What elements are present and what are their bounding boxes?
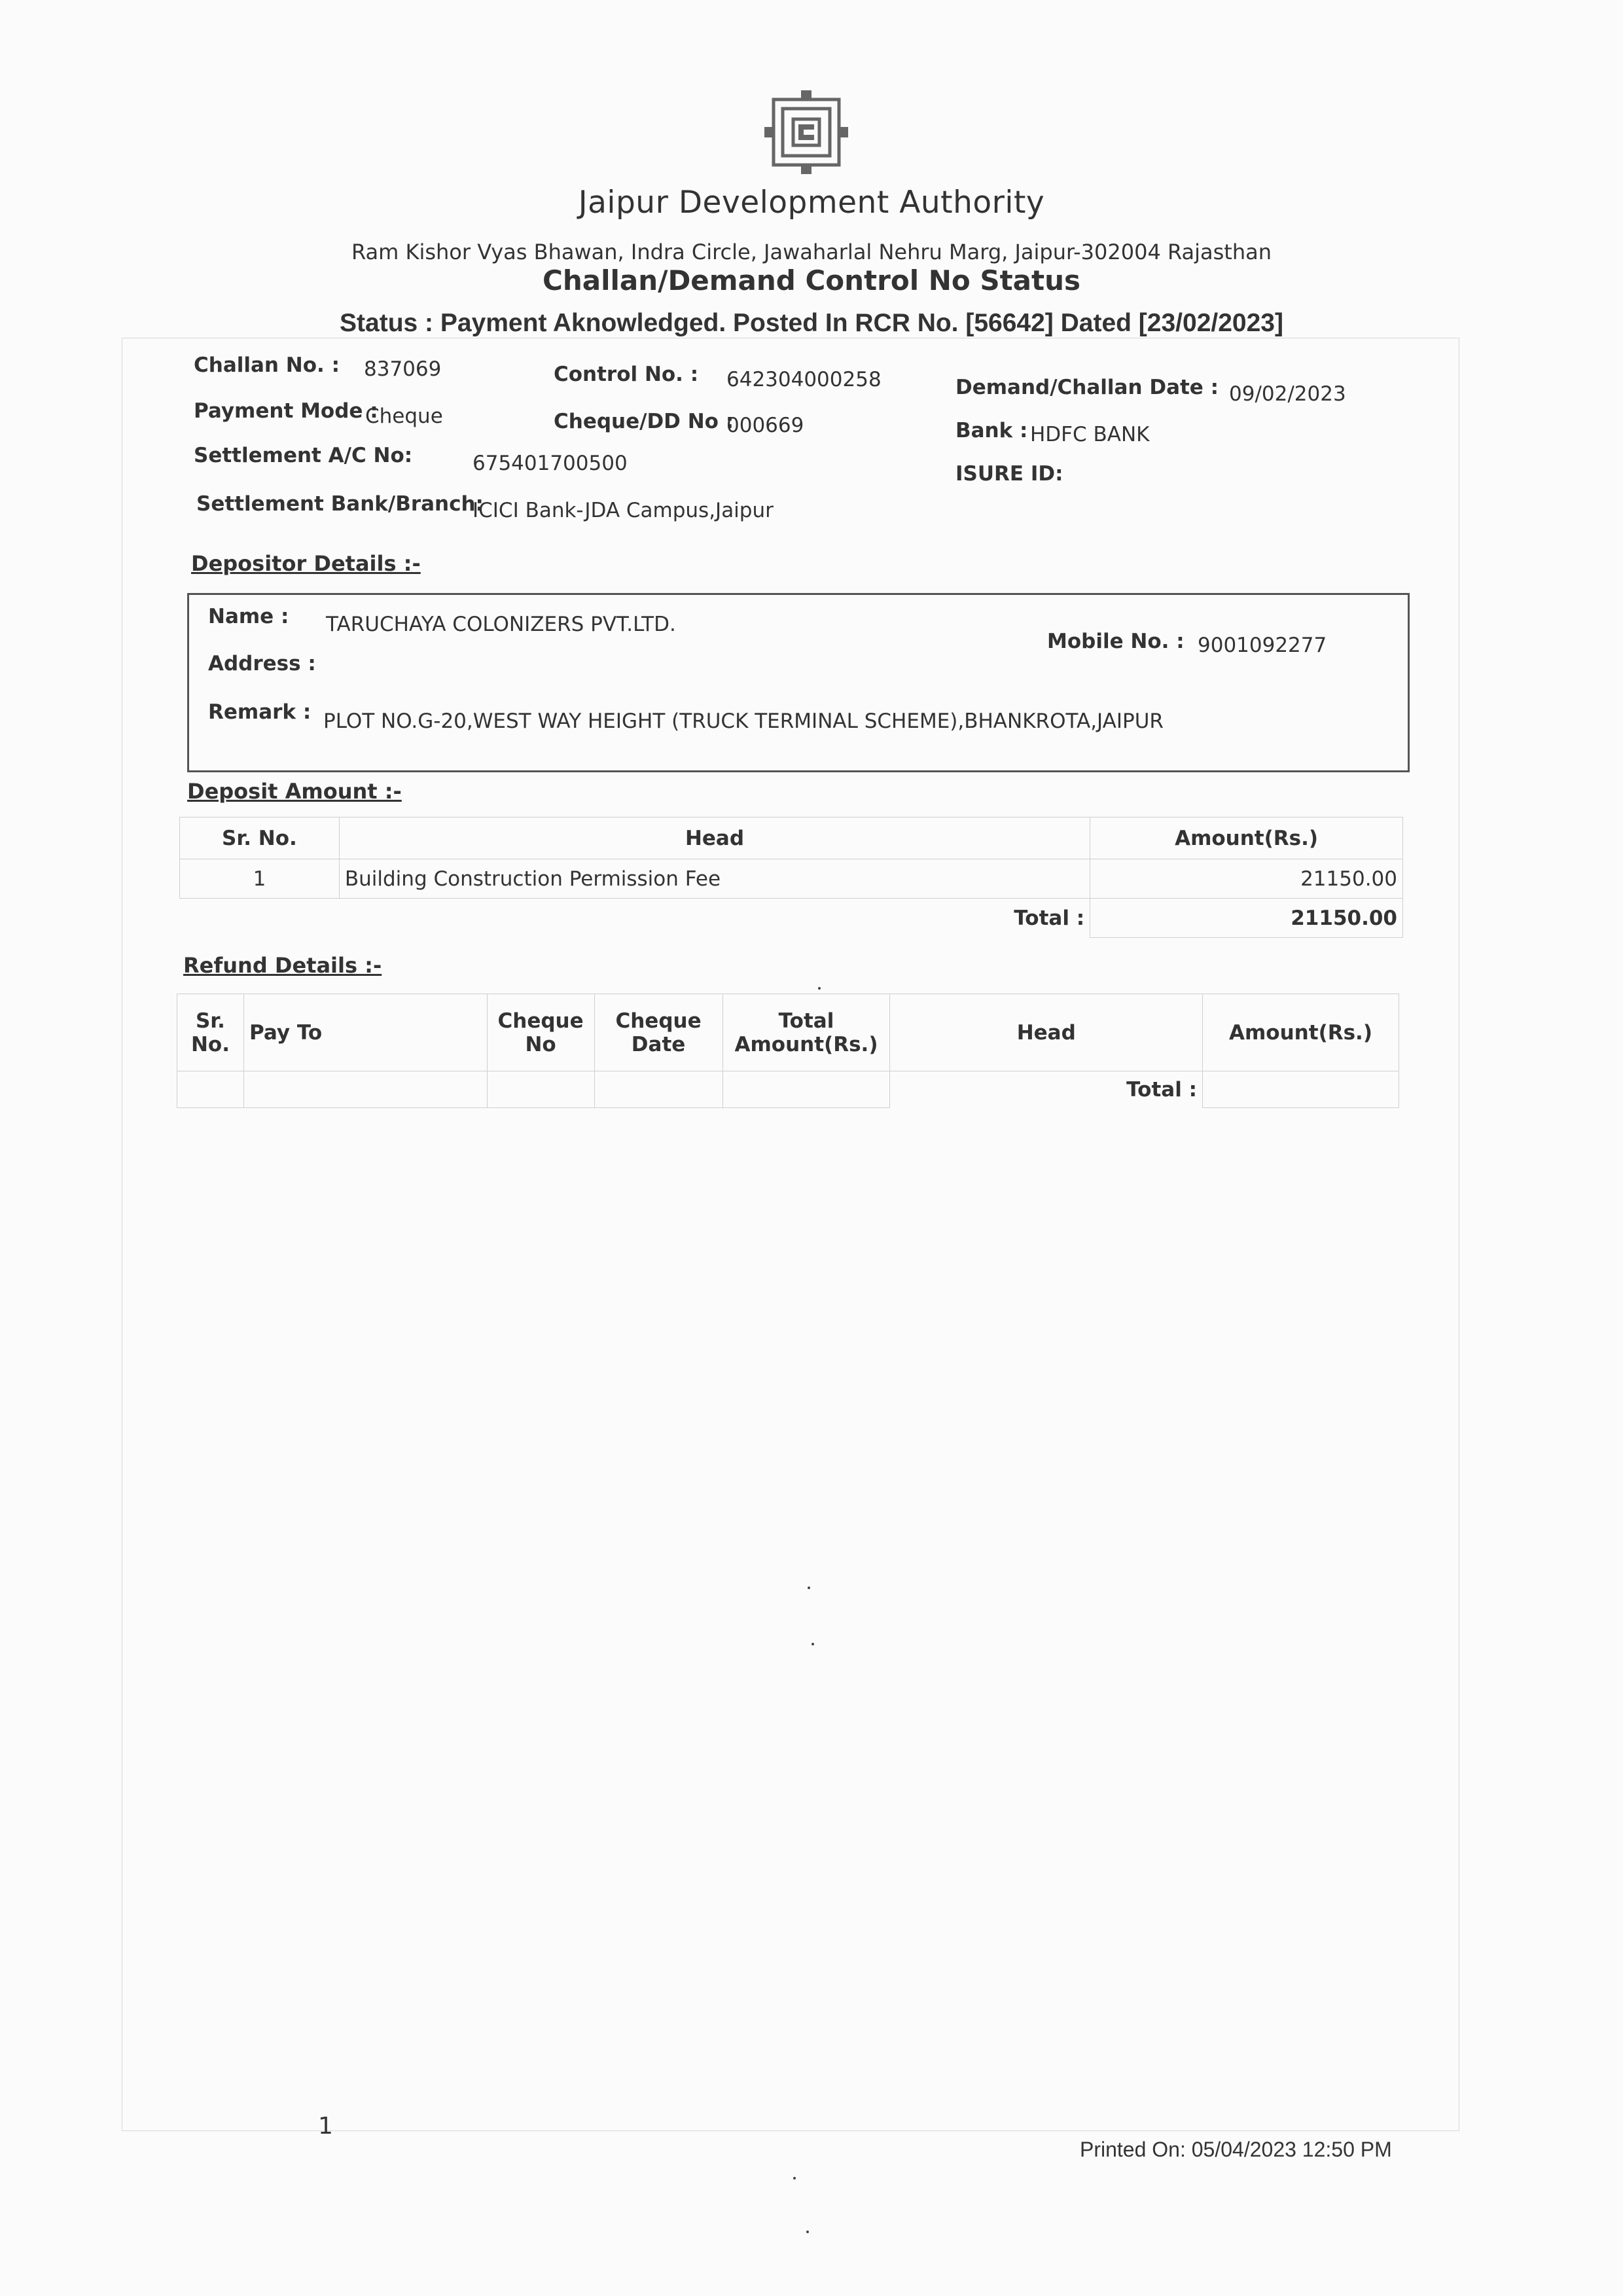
settlement-bank-label: Settlement Bank/Branch: — [196, 492, 484, 516]
bank-name: HDFC BANK — [1030, 423, 1150, 446]
remark-value: PLOT NO.G-20,WEST WAY HEIGHT (TRUCK TERMINAL SCHEME),BHANKROTA,JAIPUR — [323, 709, 1164, 733]
remark-label: Remark : — [208, 700, 312, 724]
col-cheque-no: Cheque No — [487, 994, 594, 1071]
depositor-name-label: Name : — [208, 605, 289, 628]
settlement-bank: ICICI Bank-JDA Campus,Jaipur — [473, 499, 774, 522]
page-number: 1 — [318, 2113, 333, 2140]
table-row — [180, 859, 1403, 899]
refund-table — [177, 994, 1399, 1108]
deposit-total-value: 21150.00 — [1090, 899, 1403, 938]
organization-name: Jaipur Development Authority — [578, 185, 1045, 221]
col-cheque-date: Cheque Date — [594, 994, 722, 1071]
mobile-label: Mobile No. : — [1047, 630, 1185, 653]
cheque-dd-label: Cheque/DD No : — [554, 410, 734, 433]
settlement-ac-label: Settlement A/C No: — [194, 444, 413, 467]
deposit-total-row — [180, 899, 1403, 938]
scan-speck — [793, 2177, 796, 2179]
isure-id-label: ISURE ID: — [955, 462, 1063, 486]
col-head: Head — [890, 994, 1203, 1071]
depositor-name: TARUCHAYA COLONIZERS PVT.LTD. — [326, 613, 676, 636]
challan-no-label: Challan No. : — [194, 353, 340, 377]
control-no: 642304000258 — [726, 368, 882, 391]
demand-date: 09/02/2023 — [1229, 382, 1346, 406]
bank-label: Bank : — [955, 419, 1028, 442]
col-pay-to: Pay To — [243, 994, 487, 1071]
refund-total-value — [1203, 1071, 1399, 1108]
jda-logo — [764, 90, 848, 174]
demand-date-label: Demand/Challan Date : — [955, 376, 1219, 399]
row-amount: 21150.00 — [1090, 859, 1403, 899]
refund-total-label: Total : — [1126, 1077, 1198, 1102]
settlement-ac-no: 675401700500 — [473, 452, 628, 475]
refund-header-row — [177, 994, 1399, 1071]
col-sr-no: Sr. No. — [180, 817, 340, 859]
mobile-no: 9001092277 — [1198, 634, 1327, 657]
deposit-section-title: Deposit Amount :- — [187, 779, 402, 804]
payment-mode-label: Payment Mode : — [194, 399, 378, 423]
cheque-dd-no: 000669 — [726, 414, 804, 437]
scan-speck — [812, 1643, 814, 1645]
deposit-header-row — [180, 817, 1403, 859]
challan-no: 837069 — [364, 357, 442, 381]
row-sr-no: 1 — [180, 859, 340, 899]
depositor-section-title: Depositor Details :- — [191, 551, 421, 576]
col-head: Head — [339, 817, 1090, 859]
address-label: Address : — [208, 652, 316, 675]
deposit-table — [179, 817, 1403, 938]
table-row — [177, 1071, 1399, 1108]
refund-section-title: Refund Details :- — [183, 953, 382, 978]
scan-speck — [808, 1587, 810, 1589]
scan-speck — [818, 987, 821, 990]
document-title: Challan/Demand Control No Status — [543, 264, 1080, 296]
col-total-amount: Total Amount(Rs.) — [722, 994, 890, 1071]
printed-on: Printed On: 05/04/2023 12:50 PM — [1080, 2138, 1392, 2161]
col-sr-no: Sr. No. — [177, 994, 244, 1071]
organization-address: Ram Kishor Vyas Bhawan, Indra Circle, Jawaharlal Nehru Marg, Jaipur-302004 Rajasthan — [351, 240, 1272, 264]
col-amount: Amount(Rs.) — [1203, 994, 1399, 1071]
payment-status: Status : Payment Aknowledged. Posted In RCR No. [56642] Dated [23/02/2023] — [340, 309, 1283, 337]
deposit-total-label: Total : — [1014, 906, 1085, 930]
scan-speck — [806, 2231, 809, 2233]
payment-mode: Cheque — [365, 404, 443, 428]
row-head: Building Construction Permission Fee — [339, 859, 1090, 899]
control-no-label: Control No. : — [554, 363, 699, 386]
col-amount: Amount(Rs.) — [1090, 817, 1403, 859]
